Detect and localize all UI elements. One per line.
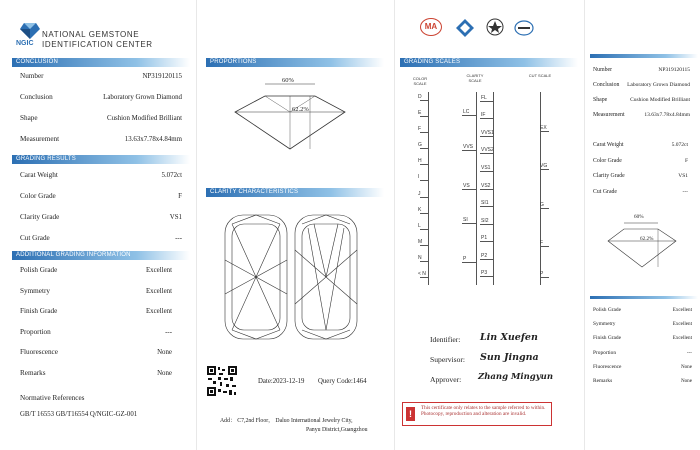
- address-line2: Panyu District,Guangzhou: [306, 427, 368, 433]
- color-grade-label: K: [418, 206, 422, 213]
- conclusion-number-label: Number: [20, 72, 44, 80]
- additional-symmetry-value: Excellent: [145, 287, 172, 295]
- summary-proportions-diagram: [596, 215, 688, 275]
- cut-grade-label: F: [540, 240, 544, 247]
- summary-additional-symmetry-value: Excellent: [672, 321, 692, 328]
- summary-depth-pct: 62.2%: [640, 236, 654, 242]
- notice-box: [402, 402, 552, 426]
- clarity-grade-label: IF: [481, 112, 486, 119]
- signature-role: Supervisor:: [430, 355, 466, 364]
- clarity-inner-tick-1: [480, 118, 493, 119]
- additional-polish-grade-label: Polish Grade: [20, 266, 58, 274]
- clarity-grade-label: VVS1: [481, 129, 494, 136]
- cut-grade-label: EX: [540, 124, 547, 131]
- color-grade-label: G: [418, 142, 422, 149]
- signature-role: Identifier:: [430, 335, 461, 344]
- conclusion-measurement-value: 13.63x7.78x4.84mm: [124, 136, 182, 143]
- color-scale-tick-11: [420, 277, 428, 278]
- conclusion-shape-label: Shape: [20, 114, 38, 122]
- clarity-inner-tick-10: [480, 276, 493, 277]
- grading-color-grade-label: Color Grade: [20, 192, 56, 200]
- clarity-grade-label: P1: [481, 235, 488, 242]
- section-header-proportions: PROPORTIONS: [206, 58, 384, 67]
- additional-fluorescence-label: Fluorescence: [20, 348, 58, 356]
- clarity-grade-label: VS2: [481, 182, 491, 189]
- grading-carat-weight-label: Carat Weight: [20, 171, 58, 179]
- section-header-additional: ADDITIONAL GRADING INFORMATION: [12, 251, 190, 260]
- clarity-grade-label: SI1: [481, 200, 489, 207]
- color-scale-tick-0: [420, 100, 428, 101]
- cut-grade-label: VG: [540, 163, 548, 170]
- conclusion-shape-value: Cushion Modified Brilliant: [106, 115, 182, 122]
- grading-cut-grade-value: ---: [175, 235, 182, 242]
- clarity-inner-tick-0: [480, 101, 493, 102]
- summary-conclusion-conclusion-label: Conclusion: [593, 82, 620, 88]
- clarity-inner-tick-6: [480, 206, 493, 207]
- summary-grading-color-grade-value: F: [684, 157, 688, 164]
- clarity-outer-tick-3: [462, 223, 476, 224]
- color-scale-tick-2: [420, 132, 428, 133]
- clarity-plot-diagram: [220, 210, 390, 345]
- conclusion-number-value: NP319120115: [142, 73, 182, 80]
- clarity-inner-tick-4: [480, 171, 493, 172]
- panel-separator: [584, 0, 585, 450]
- color-scale-tick-10: [420, 261, 428, 262]
- clarity-grade-label: SI2: [481, 217, 489, 224]
- summary-grading-carat-weight-value: 5.072ct: [671, 142, 688, 148]
- query-code: Query Code:1464: [318, 378, 367, 385]
- cut-scale-tick-2: [540, 208, 549, 209]
- signature-role: Approver:: [430, 375, 462, 384]
- logo-text: NGIC: [16, 40, 34, 47]
- clarity-group-label: VS: [463, 182, 470, 189]
- clarity-scale-axis-inner: [493, 92, 494, 285]
- summary-grading-color-grade-label: Color Grade: [593, 157, 622, 164]
- warning-icon: !: [406, 407, 415, 421]
- summary-additional-remarks-value: None: [680, 378, 692, 384]
- additional-proportion-value: ---: [165, 328, 172, 336]
- cut-scale-tick-3: [540, 246, 549, 247]
- cut-scale-tick-0: [540, 131, 549, 132]
- clarity-grade-label: FL: [481, 94, 487, 101]
- summary-conclusion-number-value: NP319120115: [658, 67, 690, 73]
- color-grade-label: < N: [418, 270, 426, 277]
- summary-additional-finish-grade-value: Excellent: [672, 335, 692, 342]
- grading-clarity-grade-value: VS1: [169, 214, 182, 221]
- color-scale-tick-5: [420, 180, 428, 181]
- section-header-grading-results: GRADING RESULTS: [12, 155, 190, 164]
- clarity-inner-tick-9: [480, 259, 493, 260]
- summary-conclusion-shape-value: Cushion Modified Brilliant: [630, 97, 690, 103]
- grading-carat-weight-value: 5.072ct: [161, 172, 182, 179]
- summary-grading-clarity-grade-label: Clarity Grade: [593, 173, 625, 179]
- color-scale-tick-9: [420, 245, 428, 246]
- summary-additional-fluorescence-value: None: [680, 363, 692, 370]
- clarity-grade-label: P2: [481, 252, 488, 259]
- color-scale-tick-3: [420, 148, 428, 149]
- cma-seal-icon: [420, 18, 442, 36]
- color-grade-label: J: [418, 190, 421, 197]
- additional-fluorescence-value: None: [157, 349, 172, 356]
- summary-conclusion-conclusion-value: Laboratory Grown Diamond: [627, 82, 690, 88]
- conclusion-measurement-label: Measurement: [20, 135, 60, 143]
- clarity-inner-tick-8: [480, 241, 493, 242]
- additional-finish-grade-value: Excellent: [145, 308, 172, 315]
- color-scale-title: COLOR SCALE: [412, 76, 428, 86]
- summary-mid-bar: [590, 296, 698, 299]
- summary-conclusion-measurement-label: Measurement: [593, 112, 625, 118]
- summary-additional-fluorescence-label: Fluorescence: [593, 363, 622, 370]
- signature-name: Lin Xuefen: [480, 332, 538, 343]
- color-grade-label: E: [418, 110, 422, 117]
- additional-symmetry-label: Symmetry: [20, 286, 50, 295]
- signature-name: Sun Jingna: [480, 352, 539, 363]
- conclusion-conclusion-value: Laboratory Grown Diamond: [103, 94, 182, 101]
- color-scale-tick-8: [420, 229, 428, 230]
- section-header-clarity: CLARITY CHARACTERISTICS: [206, 188, 384, 197]
- cnas-logo-icon: [514, 18, 534, 38]
- additional-remarks-value: None: [157, 369, 172, 377]
- clarity-inner-tick-3: [480, 153, 493, 154]
- summary-additional-proportion-value: ---: [686, 349, 692, 356]
- color-scale-axis: [428, 92, 429, 285]
- summary-table-pct: 60%: [634, 214, 644, 220]
- clarity-outer-tick-4: [462, 262, 476, 263]
- color-grade-label: F: [418, 126, 422, 133]
- color-scale-tick-4: [420, 164, 428, 165]
- clarity-group-label: VVS: [463, 143, 474, 150]
- clarity-inner-tick-5: [480, 189, 493, 190]
- signature-name: Zhang Mingyun: [478, 372, 554, 382]
- additional-finish-grade-label: Finish Grade: [20, 307, 58, 315]
- color-scale-tick-1: [420, 116, 428, 117]
- report-date: Date:2023-12-19: [258, 378, 305, 385]
- notice-text: This certificate only relates to the sample referred to within. Photocopy, reproduction and alteration are invalid.: [421, 405, 546, 418]
- conclusion-conclusion-label: Conclusion: [20, 93, 53, 101]
- qr-code: [206, 365, 238, 397]
- summary-additional-remarks-label: Remarks: [593, 378, 613, 384]
- cma-seal-text: MA: [424, 22, 438, 31]
- proportions-table-pct: 60%: [282, 77, 294, 84]
- summary-additional-finish-grade-label: Finish Grade: [593, 335, 621, 342]
- grading-cut-grade-label: Cut Grade: [20, 234, 50, 242]
- normative-refs: GB/T 16553 GB/T16554 Q/NGIC-GZ-001: [20, 411, 138, 418]
- clarity-scale-title: CLARITY SCALE: [466, 73, 484, 83]
- summary-additional-polish-grade-label: Polish Grade: [593, 307, 621, 313]
- clarity-grade-label: VS1: [481, 164, 491, 171]
- clarity-grade-label: P3: [481, 270, 488, 277]
- ilac-logo-icon: [486, 18, 504, 36]
- additional-polish-grade-value: Excellent: [145, 267, 172, 274]
- summary-grading-cut-grade-value: ---: [682, 188, 688, 195]
- clarity-inner-tick-2: [480, 136, 493, 137]
- summary-grading-carat-weight-label: Carat Weight: [593, 142, 624, 148]
- summary-grading-cut-grade-label: Cut Grade: [593, 188, 617, 195]
- section-header-grading-scales: GRADING SCALES: [400, 58, 578, 67]
- clarity-scale-axis-outer: [476, 92, 477, 285]
- panel-separator: [394, 0, 395, 450]
- clarity-group-label: SI: [463, 217, 468, 224]
- additional-remarks-label: Remarks: [20, 368, 46, 377]
- summary-conclusion-number-label: Number: [593, 67, 612, 73]
- section-header-conclusion: CONCLUSION: [12, 58, 190, 67]
- cut-grade-label: P: [540, 271, 544, 278]
- panel-separator: [196, 0, 197, 450]
- cut-scale-tick-1: [540, 169, 549, 170]
- color-scale-tick-7: [420, 213, 428, 214]
- summary-additional-proportion-label: Proportion: [593, 349, 617, 356]
- color-scale-tick-6: [420, 197, 428, 198]
- color-grade-label: H: [418, 158, 422, 165]
- clarity-group-label: LC: [463, 109, 470, 116]
- proportions-diagram: [210, 74, 380, 164]
- clarity-grade-label: VVS2: [481, 147, 494, 154]
- summary-conclusion-measurement-value: 13.63x7.78x4.84mm: [644, 112, 690, 118]
- summary-additional-symmetry-label: Symmetry: [593, 321, 616, 328]
- grading-clarity-grade-label: Clarity Grade: [20, 213, 60, 221]
- summary-conclusion-shape-label: Shape: [593, 97, 608, 103]
- grading-color-grade-value: F: [178, 193, 182, 200]
- color-grade-label: D: [418, 94, 422, 101]
- proportions-depth-pct: 62.2%: [292, 106, 309, 113]
- summary-top-bar: [590, 54, 698, 58]
- additional-proportion-label: Proportion: [20, 327, 51, 336]
- address-line1: Add： C7,2nd Floor， Daluo International Jewelry City,: [220, 418, 353, 424]
- accreditation-logo-icon: [455, 18, 475, 38]
- brand-name-line1: NATIONAL GEMSTONE: [42, 30, 140, 39]
- brand-name-line2: IDENTIFICATION CENTER: [42, 40, 153, 49]
- clarity-group-label: P: [463, 255, 467, 262]
- clarity-inner-tick-7: [480, 224, 493, 225]
- cut-grade-label: G: [540, 201, 544, 208]
- summary-grading-clarity-grade-value: VS1: [678, 173, 688, 179]
- color-grade-label: I: [418, 174, 420, 181]
- clarity-outer-tick-1: [462, 150, 476, 151]
- clarity-outer-tick-2: [462, 189, 476, 190]
- color-grade-label: L: [418, 222, 421, 229]
- cut-scale-tick-4: [540, 277, 549, 278]
- color-grade-label: N: [418, 254, 422, 261]
- clarity-outer-tick-0: [462, 115, 476, 116]
- color-grade-label: M: [418, 238, 423, 245]
- cut-scale-title: CUT SCALE: [528, 73, 552, 78]
- normative-title: Normative References: [20, 394, 85, 402]
- summary-additional-polish-grade-value: Excellent: [672, 307, 692, 313]
